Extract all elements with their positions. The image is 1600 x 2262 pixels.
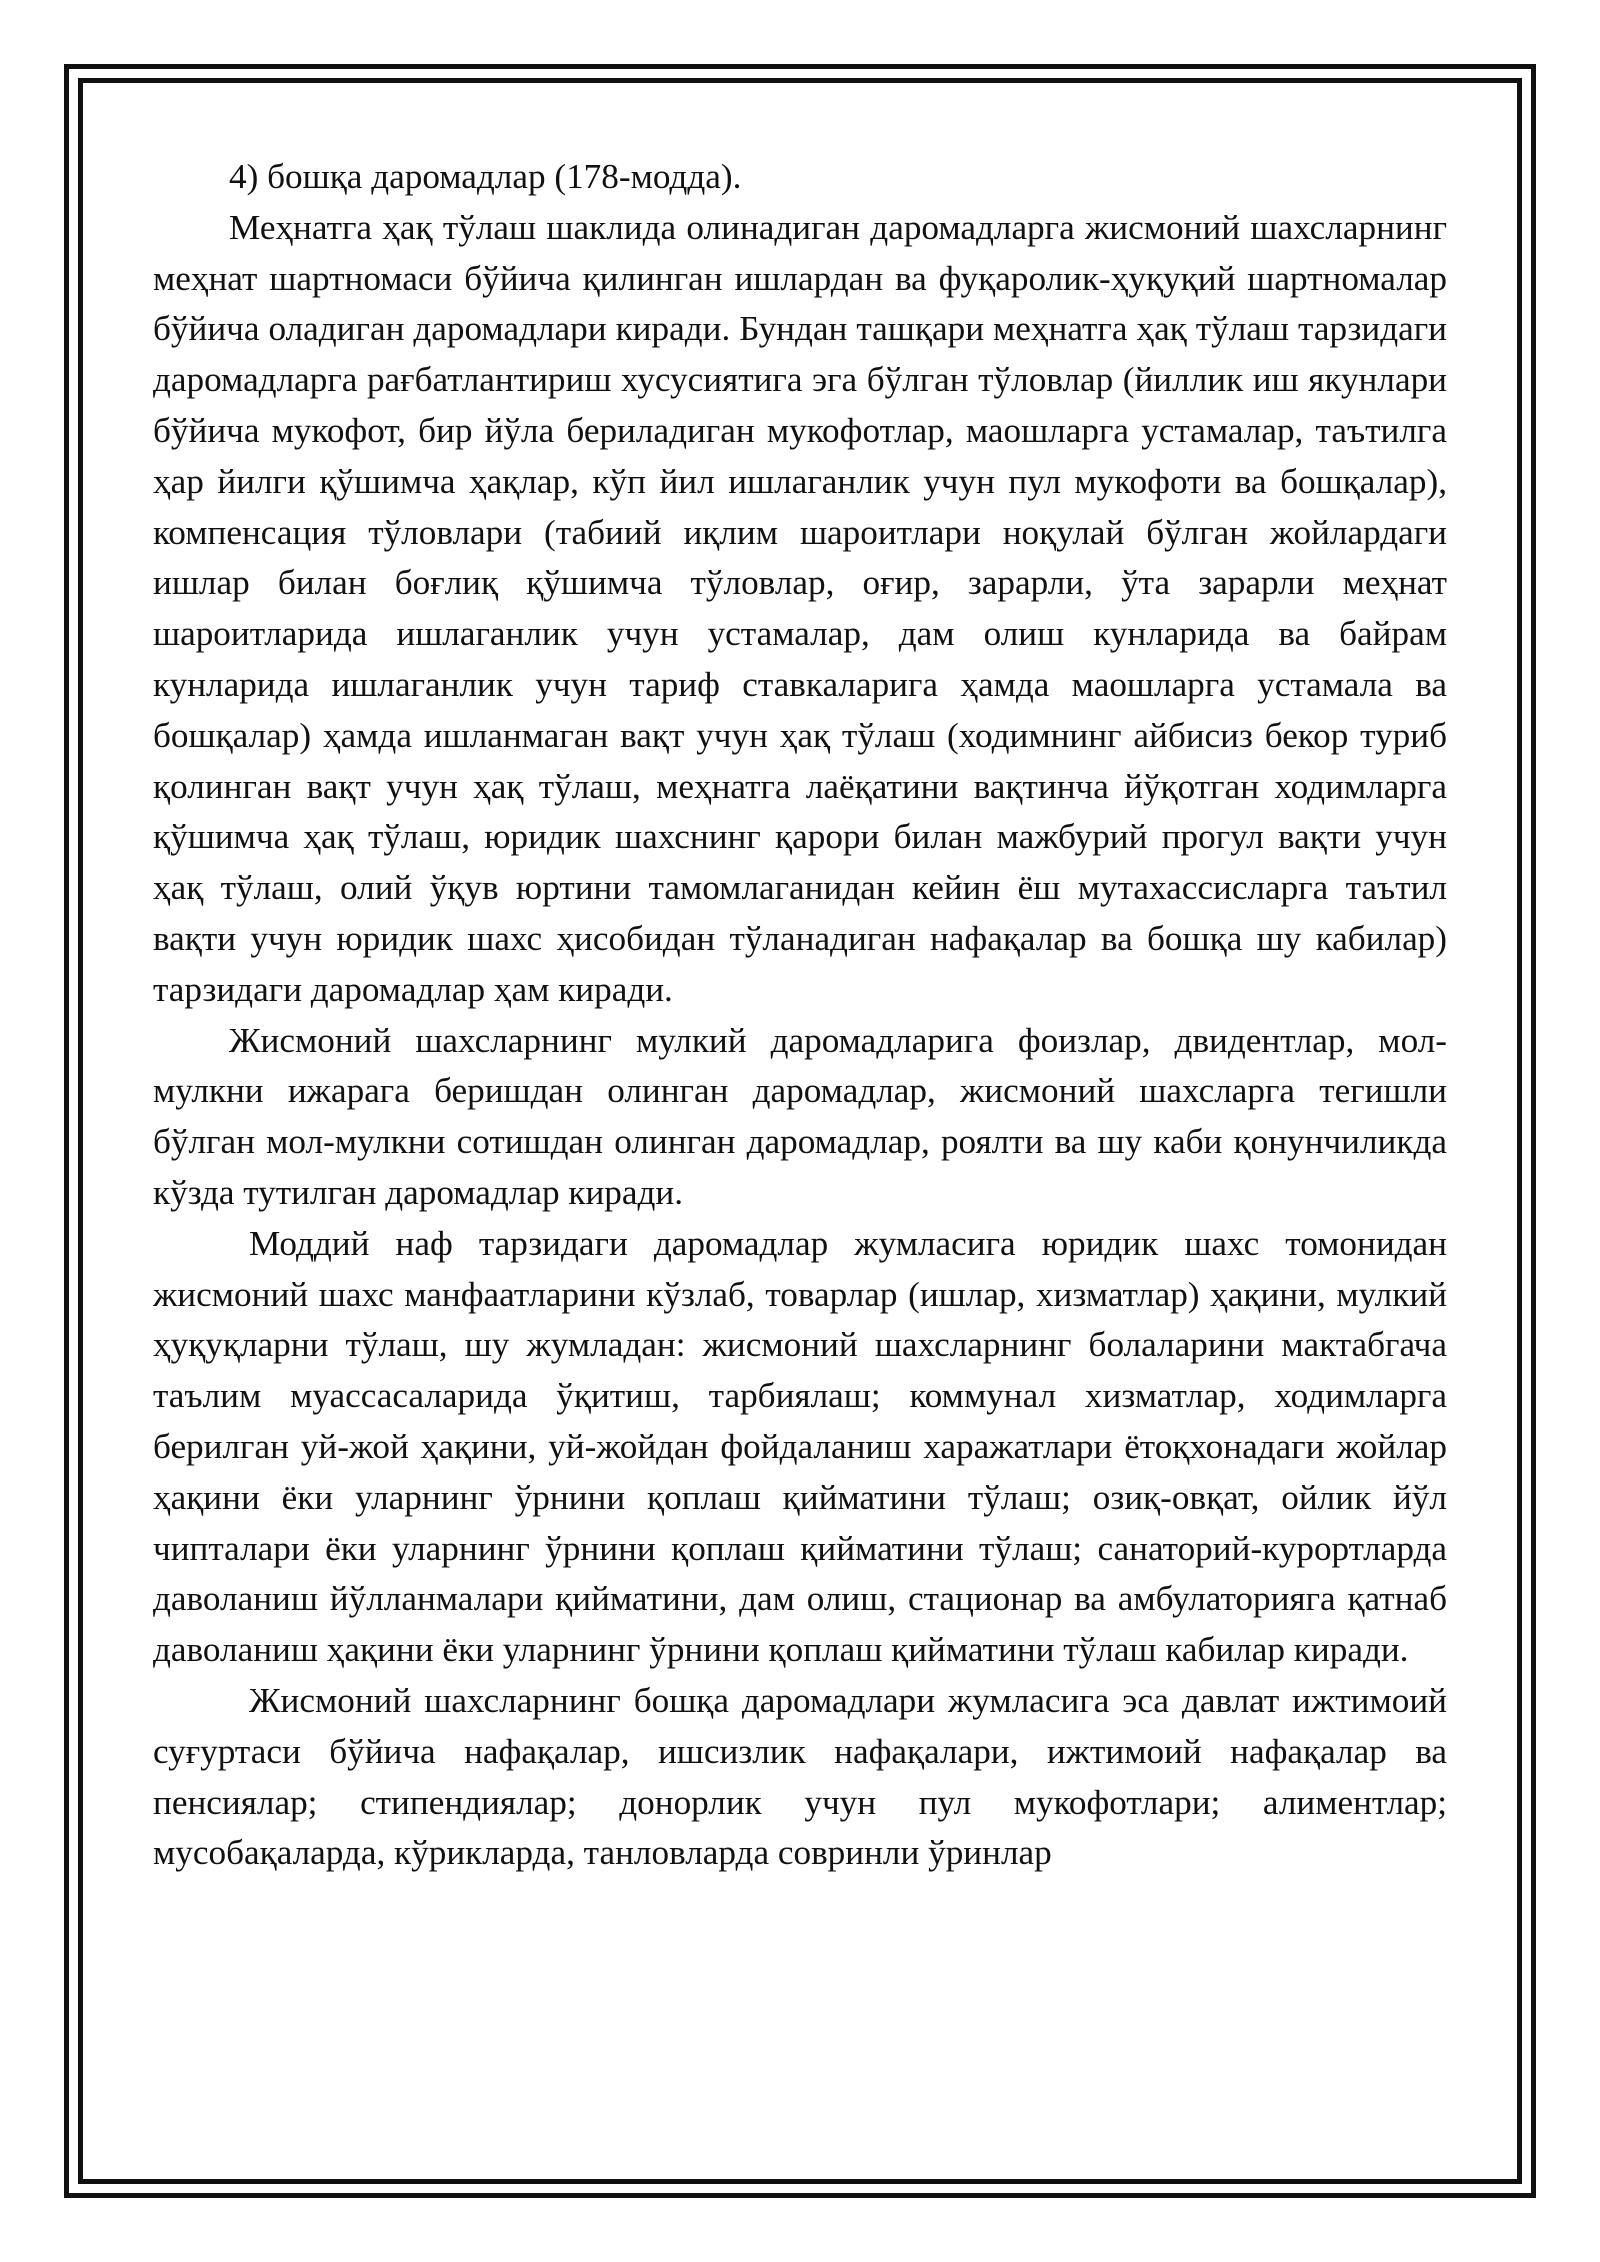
document-body xyxy=(153,152,1447,1879)
paragraph-labor-income: Меҳнатга ҳақ тўлаш шаклида олинадиган даромадларга жисмоний шахсларнинг меҳнат шартномаси бўйича қилинган ишлардан ва фуқаролик-ҳуқуқий шартномалар бўйича оладиган даромадлари киради. Бундан ташқари меҳнатга ҳақ тўлаш тарзидаги даромадларга рағбатлантириш хусусиятига эга бўлган тўловлар (йиллик иш якунлари бўйича мукофот, бир йўла бериладиган мукофотлар, маошларга устамалар, таътилга ҳар йилги қўшимча ҳақлар, кўп йил ишлаганлик учун пул мукофоти ва бошқалар), компенсация тўловлари (табиий иқлим шароитлари ноқулай бўлган жойлардаги ишлар билан боғлиқ қўшимча тўловлар, оғир, зарарли, ўта зарарли меҳнат шароитларида ишлаганлик учун устамалар, дам олиш кунларида ва байрам кунларида ишлаганлик учун тариф ставкаларига ҳамда маошларга устамала ва бошқалар) ҳамда ишланмаган вақт учун ҳақ тўлаш (ходимнинг айбисиз бекор туриб қолинган вақт учун ҳақ тўлаш, меҳнатга лаёқатини вақтинча йўқотган ходимларга қўшимча ҳақ тўлаш, юридик шахснинг қарори билан мажбурий прогул вақти учун ҳақ тўлаш, олий ўқув юртини тамомлаганидан кейин ёш мутахассисларга таътил вақти учун юридик шахс ҳисобидан тўланадиган нафақалар ва бошқа шу кабилар) тарзидаги даромадлар ҳам киради. xyxy=(153,207,1447,1009)
paragraph-material-benefit: Моддий наф тарзидаги даромадлар жумласига юридик шахс томонидан жисмоний шахс манфаатларини кўзлаб, товарлар (ишлар, хизматлар) ҳақини, мулкий ҳуқуқларни тўлаш, шу жумладан: жисмоний шахсларнинг болаларини мактабгача таълим муассасаларида ўқитиш, тарбиялаш; коммунал хизматлар, ходимларга берилган уй-жой ҳақини, уй-жойдан фойдаланиш харажатлари ётоқхонадаги жойлар ҳақини ёки уларнинг ўрнини қоплаш қийматини тўлаш; озиқ-овқат, ойлик йўл чипталари ёки уларнинг ўрнини қоплаш қийматини тўлаш; санаторий-курортларда даволаниш йўлланмалари қийматини, дам олиш, стационар ва амбулаторияга қатнаб даволаниш ҳақини ёки уларнинг ўрнини қоплаш қийматини тўлаш кабилар киради. xyxy=(153,1223,1447,1670)
paragraph-list-item-4: 4) бошқа даромадлар (178-модда). xyxy=(229,157,742,196)
paragraph-property-income: Жисмоний шахсларнинг мулкий даромадларига фоизлар, двидентлар, мол-мулкни ижарага беришдан олинган даромадлар, жисмоний шахсларга тегишли бўлган мол-мулкни сотишдан олинган даромадлар, роялти ва шу каби қонунчиликда кўзда тутилган даромадлар киради. xyxy=(153,1020,1447,1212)
paragraph-other-income: Жисмоний шахсларнинг бошқа даромадлари жумласига эса давлат ижтимоий суғуртаси бўйича нафақалар, ишсизлик нафақалари, ижтимоий нафақалар ва пенсиялар; стипендиялар; донорлик учун пул мукофотлари; алиментлар; мусобақаларда, кўрикларда, танловларда совринли ўринлар xyxy=(153,1680,1447,1873)
